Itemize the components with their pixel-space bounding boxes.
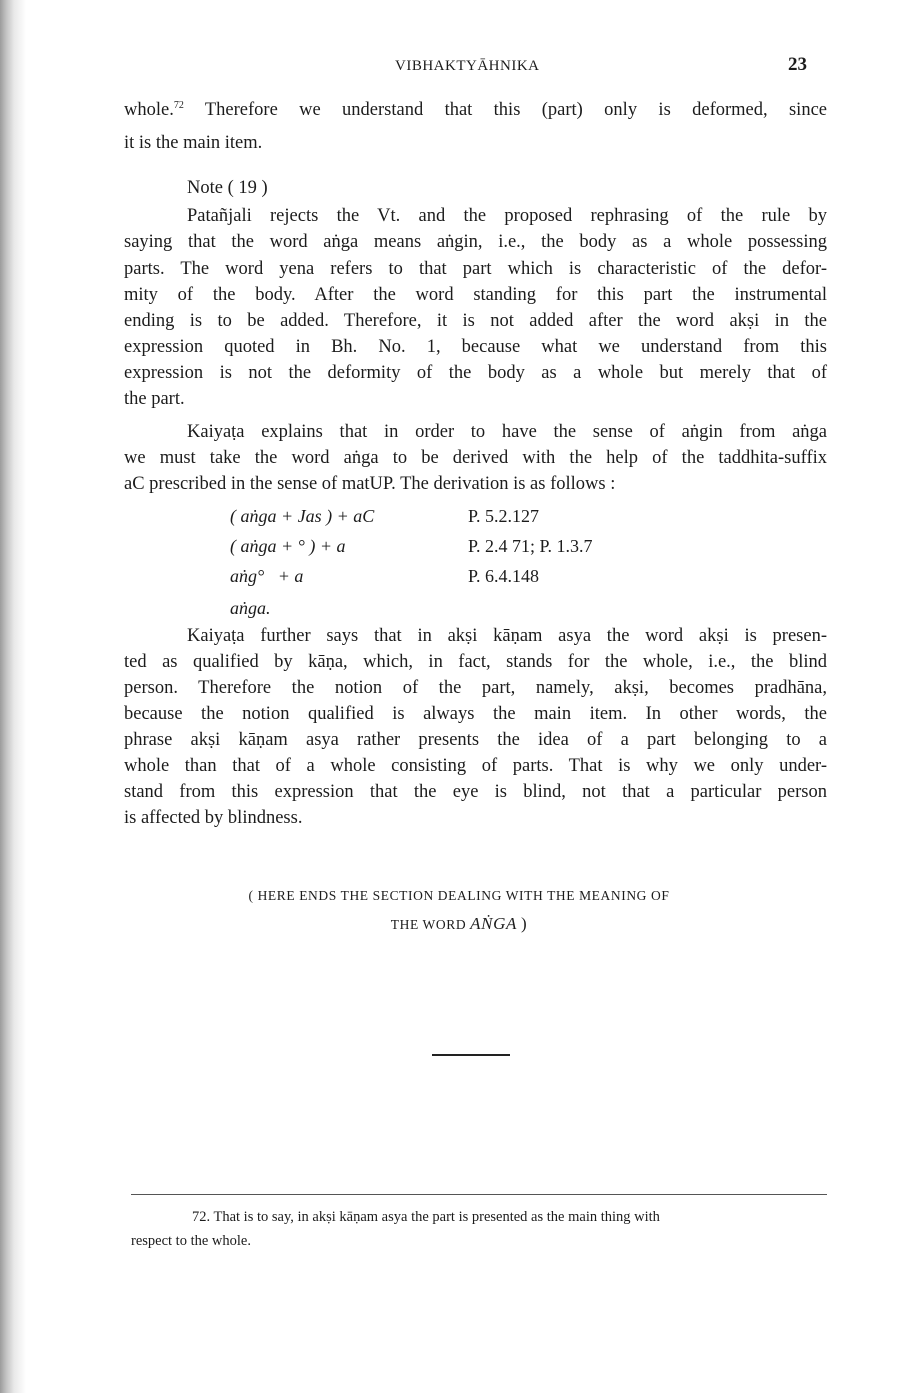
footnote-72-line-1: 72. That is to say, in akṣi kāṇam asya the part is presented as the main thing with xyxy=(192,1209,660,1225)
kaiyata2-line: stand from this expression that the eye is blind, not that a particular person xyxy=(124,782,827,802)
kaiyata2-line: because the notion qualified is always the main item. In other words, the xyxy=(124,704,827,724)
note-line: Patañjali rejects the Vt. and the proposed rephrasing of the rule by xyxy=(187,206,827,226)
note-heading: Note ( 19 ) xyxy=(187,178,268,198)
note-line: ending is to be added. Therefore, it is not added after the word akṣi in the xyxy=(124,311,827,331)
derivation-form: ( aṅga + Jas ) + aC xyxy=(230,506,375,526)
note-line: parts. The word yena refers to that part which is characteristic of the defor- xyxy=(124,259,827,279)
section-end-line-1: ( HERE ENDS THE SECTION DEALING WITH THE MEANING OF xyxy=(248,888,670,903)
kaiyata2-line: ted as qualified by kāṇa, which, in fact, stands for the whole, i.e., the blind xyxy=(124,652,827,672)
section-divider xyxy=(432,1054,510,1056)
derivation-ref: P. 5.2.127 xyxy=(468,506,540,526)
note-line: mity of the body. After the word standing for this part the instrumental xyxy=(124,285,827,305)
note-line: saying that the word aṅga means aṅgin, i.e., the body as a whole possessing xyxy=(124,232,827,252)
note-line: expression quoted in Bh. No. 1, because what we understand from this xyxy=(124,337,827,357)
para1-line-1: whole.$^{72}$ Therefore we understand that this (part) only is deformed, since xyxy=(124,99,827,120)
note-line: the part. xyxy=(124,389,185,409)
note-line: expression is not the deformity of the body as a whole but merely that of xyxy=(124,363,827,383)
kaiyata2-line: person. Therefore the notion of the part, namely, akṣi, becomes pradhāna, xyxy=(124,678,827,698)
derivation-ref: P. 6.4.148 xyxy=(468,566,540,586)
running-title: VIBHAKTYĀHNIKA xyxy=(395,58,540,74)
kaiyata1-line: Kaiyaṭa explains that in order to have the sense of aṅgin from aṅga xyxy=(187,422,827,442)
page-number: 23 xyxy=(788,54,807,75)
kaiyata1-line: we must take the word aṅga to be derived with the help of the taddhita-suffix xyxy=(124,448,827,468)
footnote-rule xyxy=(131,1194,827,1195)
kaiyata1-line: aC prescribed in the sense of matUP. The derivation is as follows : xyxy=(124,474,616,494)
scan-edge xyxy=(0,0,26,1393)
kaiyata2-line: whole than that of a whole consisting of parts. That is why we only under- xyxy=(124,756,827,776)
derivation-ref: P. 2.4 71; P. 1.3.7 xyxy=(468,536,593,556)
footnote-72-line-2: respect to the whole. xyxy=(131,1233,251,1249)
para1-line-2: it is the main item. xyxy=(124,133,263,153)
derivation-form: aṅga. xyxy=(230,598,271,618)
section-end-line-2: THE WORD AṄGA ) xyxy=(390,914,528,933)
footnote-ref-72[interactable]: 72 xyxy=(173,99,184,111)
derivation-form: aṅg° + a xyxy=(230,566,304,586)
kaiyata2-line: phrase akṣi kāṇam asya rather presents the idea of a part belonging to a xyxy=(124,730,827,750)
kaiyata2-line: Kaiyaṭa further says that in akṣi kāṇam asya the word akṣi is presen- xyxy=(187,626,827,646)
derivation-form: ( aṅga + ° ) + a xyxy=(230,536,346,556)
kaiyata2-line: is affected by blindness. xyxy=(124,808,303,828)
